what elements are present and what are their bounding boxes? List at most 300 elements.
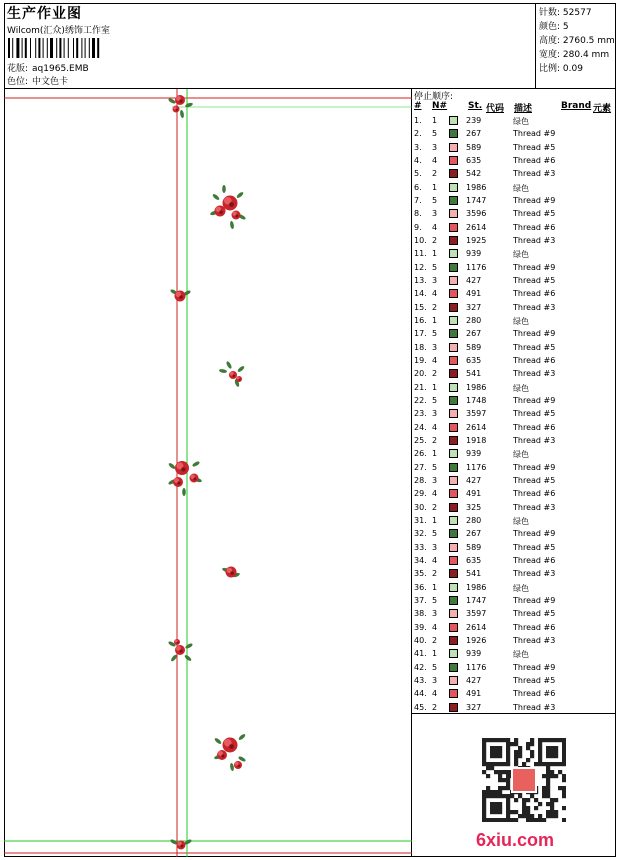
row-needle: 3	[432, 675, 438, 685]
row-code: 635	[466, 355, 482, 365]
row-code: 1747	[466, 195, 487, 205]
thread-swatch	[449, 556, 458, 565]
row-code: 1176	[466, 262, 487, 272]
row-needle: 5	[432, 462, 438, 472]
rose-motif	[219, 361, 245, 388]
table-row	[412, 675, 616, 688]
row-desc: Thread #9	[513, 529, 556, 539]
row-num: 11.	[414, 249, 427, 259]
thread-swatch	[449, 623, 458, 632]
row-num: 13.	[414, 275, 427, 285]
table-row	[412, 368, 616, 381]
rose-motif	[168, 639, 194, 662]
spec-height: 高度: 2760.5 mm	[539, 36, 615, 46]
col-code: 代码	[486, 104, 505, 114]
row-num: 42.	[414, 662, 427, 672]
row-num: 20.	[414, 369, 427, 379]
watermark-logo: 6xiu.com	[476, 830, 555, 850]
thread-swatch	[449, 583, 458, 592]
row-num: 5.	[414, 169, 422, 179]
table-row	[412, 608, 616, 621]
row-code: 3597	[466, 609, 487, 619]
thread-swatch	[449, 503, 458, 512]
row-num: 32.	[414, 529, 427, 539]
row-num: 38.	[414, 609, 427, 619]
table-row	[412, 475, 616, 488]
thread-swatch	[449, 356, 458, 365]
row-num: 24.	[414, 422, 427, 432]
table-row	[412, 342, 616, 355]
row-needle: 5	[432, 529, 438, 539]
color-scheme-line	[7, 74, 68, 87]
row-num: 37.	[414, 595, 427, 605]
row-num: 22.	[414, 395, 427, 405]
row-needle: 4	[432, 355, 438, 365]
table-row	[412, 582, 616, 595]
thread-swatch	[449, 703, 458, 712]
table-row	[412, 555, 616, 568]
row-desc: Thread #3	[513, 702, 556, 712]
thread-table	[412, 89, 616, 714]
rose-motif	[168, 460, 203, 496]
thread-swatch	[449, 396, 458, 405]
row-code: 1176	[466, 462, 487, 472]
row-needle: 4	[432, 622, 438, 632]
table-row	[412, 262, 616, 275]
spec-scale: 比例: 0.09	[539, 64, 583, 74]
qr-code-icon	[482, 738, 566, 822]
row-desc: Thread #3	[513, 569, 556, 579]
table-row	[412, 382, 616, 395]
row-needle: 4	[432, 155, 438, 165]
row-needle: 3	[432, 209, 438, 219]
row-needle: 3	[432, 542, 438, 552]
thread-swatch	[449, 383, 458, 392]
row-desc: Thread #5	[513, 609, 556, 619]
thread-swatch	[449, 116, 458, 125]
row-needle: 1	[432, 649, 438, 659]
table-row	[412, 662, 616, 675]
color-scheme-label: 色位:	[7, 77, 29, 87]
row-desc: 绿色	[513, 250, 529, 260]
row-desc: Thread #6	[513, 222, 556, 232]
table-row	[412, 635, 616, 648]
thread-swatch	[449, 436, 458, 445]
col-desc: 描述	[514, 104, 533, 114]
table-row	[412, 488, 616, 501]
thread-swatch	[449, 649, 458, 658]
row-needle: 4	[432, 689, 438, 699]
row-code: 327	[466, 302, 482, 312]
table-row	[412, 208, 616, 221]
row-desc: Thread #6	[513, 489, 556, 499]
sheet-header	[4, 3, 616, 89]
row-needle: 1	[432, 249, 438, 259]
col-element: 元素	[593, 104, 612, 114]
row-num: 10.	[414, 235, 427, 245]
thread-swatch	[449, 516, 458, 525]
spec-width: 宽度: 280.4 mm	[539, 50, 610, 60]
row-code: 1925	[466, 235, 487, 245]
row-needle: 5	[432, 329, 438, 339]
row-desc: Thread #5	[513, 342, 556, 352]
row-num: 8.	[414, 209, 422, 219]
row-code: 427	[466, 475, 482, 485]
table-row	[412, 195, 616, 208]
thread-swatch	[449, 463, 458, 472]
row-needle: 3	[432, 342, 438, 352]
row-num: 33.	[414, 542, 427, 552]
thread-swatch	[449, 183, 458, 192]
barcode-icon	[8, 38, 120, 58]
thread-swatch	[449, 663, 458, 672]
row-desc: 绿色	[513, 316, 529, 326]
row-desc: 绿色	[513, 516, 529, 526]
row-needle: 3	[432, 409, 438, 419]
row-num: 28.	[414, 475, 427, 485]
row-needle: 2	[432, 235, 438, 245]
row-desc: Thread #6	[513, 555, 556, 565]
table-row	[412, 595, 616, 608]
row-code: 327	[466, 702, 482, 712]
thread-swatch	[449, 476, 458, 485]
table-row	[412, 155, 616, 168]
thread-swatch	[449, 343, 458, 352]
thread-swatch	[449, 143, 458, 152]
table-row	[412, 435, 616, 448]
row-desc: Thread #5	[513, 409, 556, 419]
col-brand: Brand	[561, 101, 592, 111]
row-code: 267	[466, 129, 482, 139]
row-code: 267	[466, 529, 482, 539]
row-desc: Thread #3	[513, 369, 556, 379]
row-needle: 4	[432, 422, 438, 432]
row-needle: 4	[432, 555, 438, 565]
thread-swatch	[449, 303, 458, 312]
thread-swatch	[449, 409, 458, 418]
row-code: 939	[466, 449, 482, 459]
row-needle: 1	[432, 315, 438, 325]
table-row	[412, 182, 616, 195]
row-code: 939	[466, 649, 482, 659]
design-preview	[4, 89, 412, 857]
row-num: 16.	[414, 315, 427, 325]
row-desc: Thread #3	[513, 502, 556, 512]
row-needle: 4	[432, 222, 438, 232]
table-row	[412, 302, 616, 315]
row-desc: Thread #3	[513, 435, 556, 445]
table-row	[412, 502, 616, 515]
row-desc: Thread #6	[513, 622, 556, 632]
thread-swatch	[449, 596, 458, 605]
row-code: 1926	[466, 635, 487, 645]
row-desc: Thread #5	[513, 209, 556, 219]
row-needle: 1	[432, 182, 438, 192]
table-row	[412, 128, 616, 141]
row-needle: 1	[432, 449, 438, 459]
row-needle: 5	[432, 195, 438, 205]
row-needle: 3	[432, 142, 438, 152]
row-num: 45.	[414, 702, 427, 712]
specs-panel	[535, 3, 616, 89]
row-desc: Thread #6	[513, 289, 556, 299]
row-num: 2.	[414, 129, 422, 139]
row-desc: 绿色	[513, 650, 529, 660]
thread-swatch	[449, 636, 458, 645]
table-row	[412, 288, 616, 301]
row-needle: 4	[432, 489, 438, 499]
row-desc: Thread #3	[513, 169, 556, 179]
table-row	[412, 142, 616, 155]
table-row	[412, 315, 616, 328]
design-file-label: 花版:	[7, 64, 29, 74]
thread-swatch	[449, 236, 458, 245]
row-needle: 2	[432, 702, 438, 712]
table-row	[412, 688, 616, 701]
table-row	[412, 622, 616, 635]
row-code: 589	[466, 542, 482, 552]
row-num: 36.	[414, 582, 427, 592]
row-needle: 5	[432, 129, 438, 139]
color-scheme-name: 中文色卡	[32, 77, 69, 87]
table-row	[412, 462, 616, 475]
thread-swatch	[449, 369, 458, 378]
row-num: 43.	[414, 675, 427, 685]
thread-swatch	[449, 263, 458, 272]
thread-swatch	[449, 249, 458, 258]
thread-swatch	[449, 676, 458, 685]
row-needle: 2	[432, 369, 438, 379]
table-row	[412, 222, 616, 235]
table-row	[412, 648, 616, 661]
row-code: 635	[466, 155, 482, 165]
thread-swatch	[449, 689, 458, 698]
row-desc: Thread #9	[513, 195, 556, 205]
table-title: 停止顺序:	[414, 92, 454, 102]
table-row	[412, 568, 616, 581]
row-num: 26.	[414, 449, 427, 459]
design-file-name: aq1965.EMB	[32, 64, 89, 74]
table-row	[412, 115, 616, 128]
table-row	[412, 395, 616, 408]
table-row	[412, 542, 616, 555]
row-code: 541	[466, 369, 482, 379]
row-desc: Thread #3	[513, 635, 556, 645]
row-num: 3.	[414, 142, 422, 152]
thread-swatch	[449, 529, 458, 538]
row-num: 12.	[414, 262, 427, 272]
row-code: 1986	[466, 582, 487, 592]
design-file-line	[7, 61, 89, 74]
thread-swatch	[449, 543, 458, 552]
company-name: Wilcom(汇众)绣饰工作室	[7, 26, 110, 36]
row-num: 30.	[414, 502, 427, 512]
table-row	[412, 702, 616, 715]
table-row	[412, 355, 616, 368]
row-num: 44.	[414, 689, 427, 699]
row-needle: 5	[432, 662, 438, 672]
sheet-title: 生产作业图	[7, 6, 82, 22]
table-row	[412, 448, 616, 461]
row-desc: Thread #9	[513, 595, 556, 605]
row-desc: 绿色	[513, 450, 529, 460]
row-desc: Thread #6	[513, 689, 556, 699]
row-code: 1918	[466, 435, 487, 445]
row-desc: Thread #5	[513, 275, 556, 285]
row-code: 2614	[466, 622, 487, 632]
row-num: 35.	[414, 569, 427, 579]
row-needle: 3	[432, 275, 438, 285]
row-code: 589	[466, 342, 482, 352]
rose-motif	[222, 567, 241, 579]
row-code: 3597	[466, 409, 487, 419]
rose-motif	[170, 838, 193, 849]
row-code: 541	[466, 569, 482, 579]
row-num: 6.	[414, 182, 422, 192]
row-needle: 2	[432, 435, 438, 445]
row-code: 635	[466, 555, 482, 565]
row-num: 1.	[414, 116, 422, 125]
row-code: 280	[466, 315, 482, 325]
thread-swatch	[449, 196, 458, 205]
row-code: 2614	[466, 422, 487, 432]
row-code: 267	[466, 329, 482, 339]
row-needle: 5	[432, 595, 438, 605]
row-desc: Thread #5	[513, 542, 556, 552]
row-num: 19.	[414, 355, 427, 365]
row-num: 39.	[414, 622, 427, 632]
row-num: 7.	[414, 195, 422, 205]
row-code: 427	[466, 675, 482, 685]
row-code: 1176	[466, 662, 487, 672]
row-code: 2614	[466, 222, 487, 232]
row-desc: Thread #9	[513, 129, 556, 139]
table-row	[412, 422, 616, 435]
thread-swatch	[449, 223, 458, 232]
row-code: 1747	[466, 595, 487, 605]
rose-motif	[210, 185, 247, 229]
table-row	[412, 168, 616, 181]
row-desc: Thread #9	[513, 329, 556, 339]
col-needle: N#	[432, 101, 448, 111]
row-desc: 绿色	[513, 383, 529, 393]
row-num: 34.	[414, 555, 427, 565]
row-code: 491	[466, 289, 482, 299]
row-num: 17.	[414, 329, 427, 339]
thread-swatch	[449, 423, 458, 432]
row-desc: Thread #6	[513, 355, 556, 365]
row-needle: 2	[432, 635, 438, 645]
row-desc: 绿色	[513, 583, 529, 593]
thread-swatch	[449, 329, 458, 338]
row-num: 25.	[414, 435, 427, 445]
thread-swatch	[449, 276, 458, 285]
spec-colors: 颜色: 5	[539, 22, 569, 32]
table-row	[412, 528, 616, 541]
table-row	[412, 328, 616, 341]
row-needle: 2	[432, 569, 438, 579]
thread-swatch	[449, 156, 458, 165]
row-code: 1986	[466, 382, 487, 392]
row-code: 589	[466, 142, 482, 152]
row-num: 15.	[414, 302, 427, 312]
row-code: 427	[466, 275, 482, 285]
thread-swatch	[449, 169, 458, 178]
thread-swatch	[449, 129, 458, 138]
row-desc: 绿色	[513, 117, 529, 126]
row-code: 325	[466, 502, 482, 512]
row-needle: 3	[432, 475, 438, 485]
row-needle: 1	[432, 382, 438, 392]
row-num: 41.	[414, 649, 427, 659]
thread-swatch	[449, 289, 458, 298]
col-stitch: St.	[468, 101, 483, 111]
row-num: 40.	[414, 635, 427, 645]
row-desc: Thread #5	[513, 142, 556, 152]
row-needle: 1	[432, 116, 438, 125]
design-canvas	[4, 89, 412, 857]
thread-swatch	[449, 209, 458, 218]
col-num: #	[414, 101, 422, 111]
row-desc: Thread #9	[513, 395, 556, 405]
row-num: 14.	[414, 289, 427, 299]
row-code: 542	[466, 169, 482, 179]
row-desc: Thread #9	[513, 262, 556, 272]
row-needle: 5	[432, 262, 438, 272]
thread-swatch	[449, 569, 458, 578]
table-row	[412, 408, 616, 421]
row-desc: Thread #5	[513, 675, 556, 685]
row-desc: Thread #9	[513, 462, 556, 472]
row-desc: Thread #3	[513, 235, 556, 245]
row-code: 1986	[466, 182, 487, 192]
row-num: 21.	[414, 382, 427, 392]
row-desc: 绿色	[513, 183, 529, 193]
table-row	[412, 248, 616, 261]
row-desc: Thread #5	[513, 475, 556, 485]
row-desc: Thread #6	[513, 155, 556, 165]
row-code: 939	[466, 249, 482, 259]
row-num: 4.	[414, 155, 422, 165]
row-needle: 1	[432, 515, 438, 525]
row-num: 31.	[414, 515, 427, 525]
row-num: 27.	[414, 462, 427, 472]
row-needle: 3	[432, 609, 438, 619]
row-num: 23.	[414, 409, 427, 419]
row-code: 239	[466, 116, 482, 125]
row-needle: 2	[432, 302, 438, 312]
row-num: 29.	[414, 489, 427, 499]
thread-swatch	[449, 449, 458, 458]
row-code: 280	[466, 515, 482, 525]
row-code: 491	[466, 689, 482, 699]
row-code: 3596	[466, 209, 487, 219]
thread-swatch	[449, 489, 458, 498]
thread-swatch	[449, 316, 458, 325]
row-needle: 4	[432, 289, 438, 299]
row-needle: 2	[432, 169, 438, 179]
row-num: 9.	[414, 222, 422, 232]
rose-motif	[214, 733, 247, 771]
row-needle: 5	[432, 395, 438, 405]
row-num: 18.	[414, 342, 427, 352]
row-desc: Thread #3	[513, 302, 556, 312]
table-row	[412, 515, 616, 528]
spec-stitches: 针数: 52577	[539, 8, 592, 18]
row-desc: Thread #6	[513, 422, 556, 432]
row-needle: 2	[432, 502, 438, 512]
row-code: 491	[466, 489, 482, 499]
